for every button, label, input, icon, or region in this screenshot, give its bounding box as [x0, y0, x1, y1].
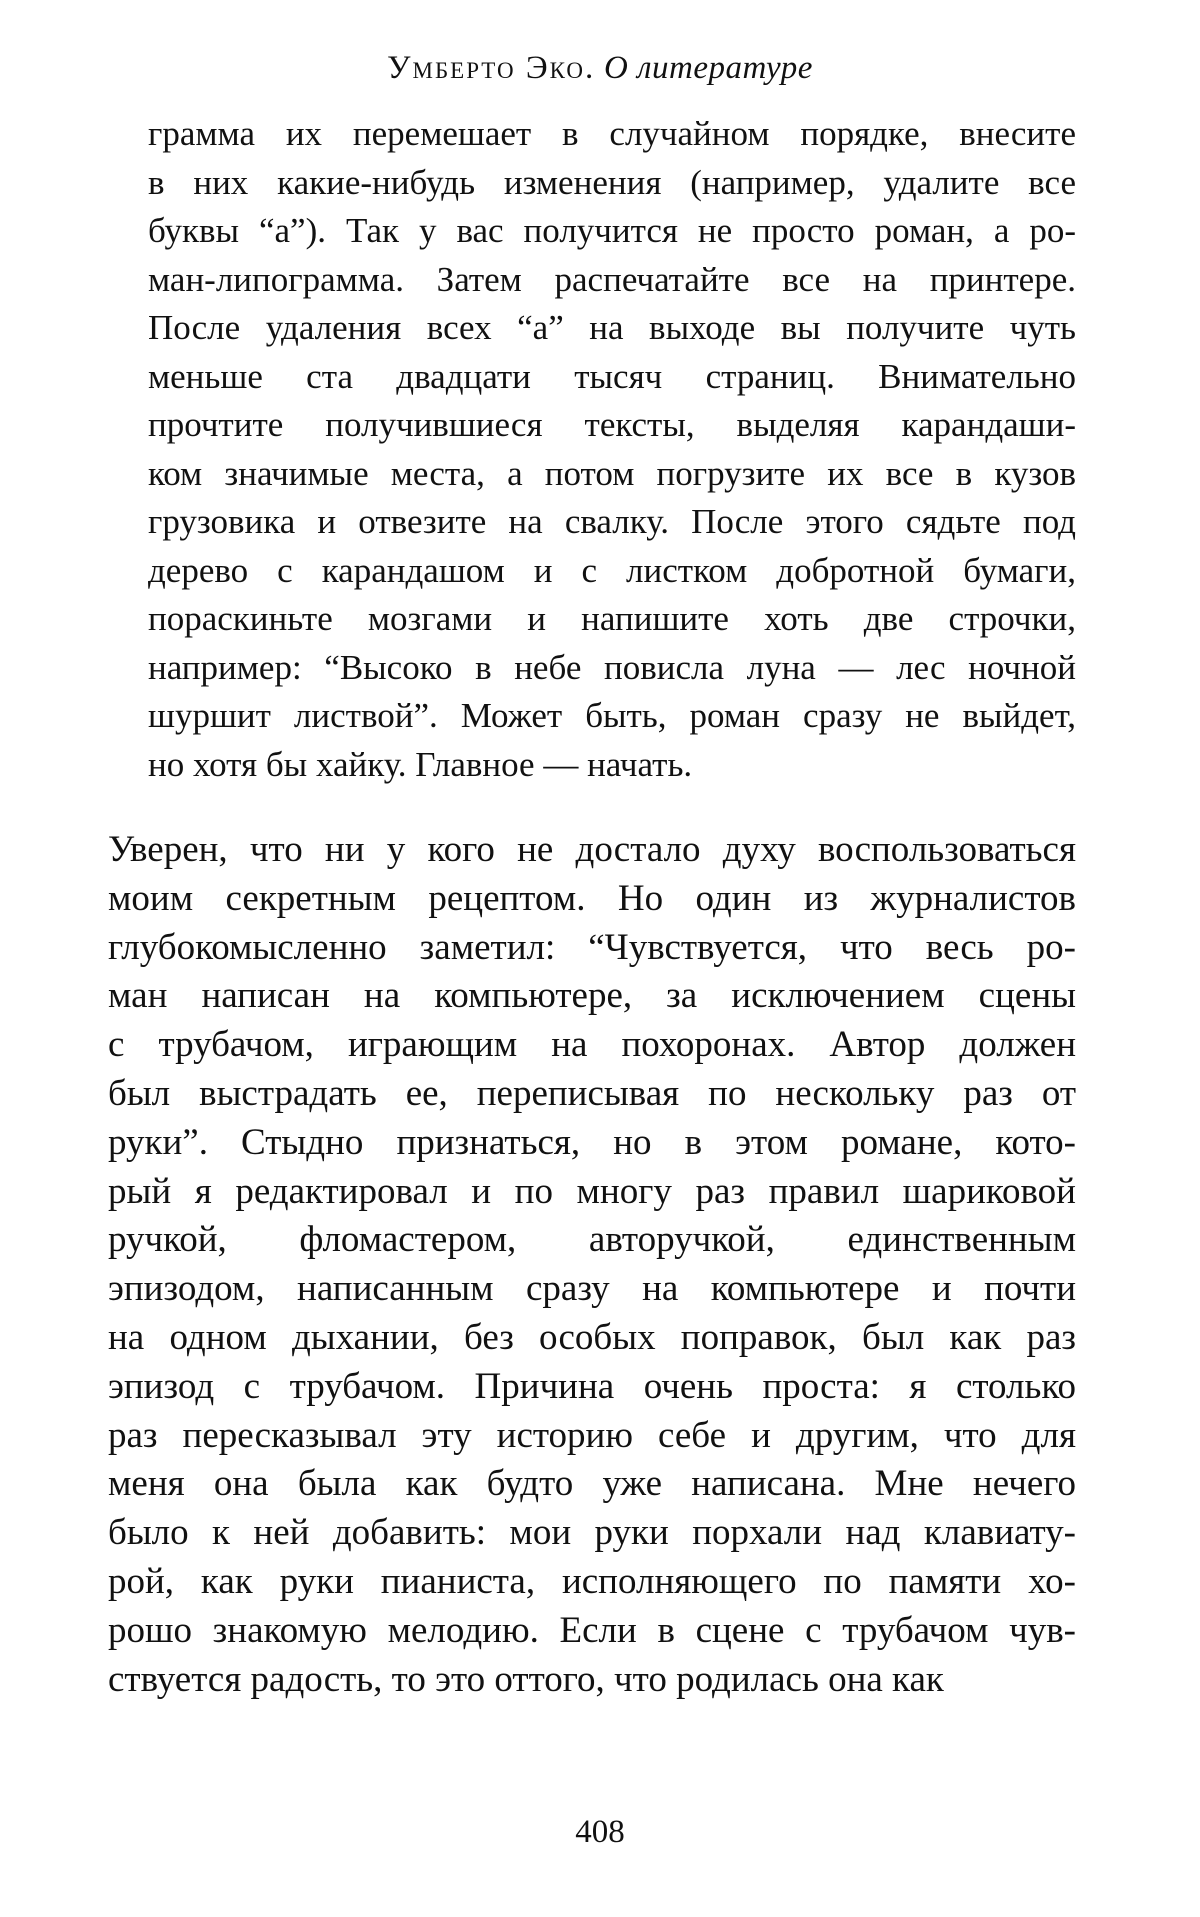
- quote-text-line: грузовика и отвезите на свалку. После этого сядьте под: [148, 502, 1076, 541]
- quote-text-line: ман-липограмма. Затем распечатайте все на принтере.: [148, 259, 1076, 299]
- running-head-title: О литературе: [604, 50, 813, 86]
- body-text-line: на одном дыхании, без особых поправок, был как раз: [108, 1316, 1076, 1358]
- indented-quote-block: [148, 110, 1076, 789]
- body-text-line: раз пересказывал эту историю себе и другим, что для: [108, 1414, 1076, 1456]
- running-head: [0, 48, 1200, 88]
- quote-text-line: меньше ста двадцати тысяч страниц. Внимательно: [148, 356, 1076, 396]
- page-number: 408: [575, 1814, 625, 1850]
- body-text-line: рый я редактировал и по многу раз правил шариковой: [108, 1170, 1076, 1212]
- body-paragraph: [108, 826, 1076, 1704]
- quote-text-line: После удаления всех “а” на выходе вы получите чуть: [148, 308, 1076, 347]
- body-text-line: ман написан на компьютере, за исключением сцены: [108, 975, 1076, 1017]
- body-text-line: с трубачом, играющим на похоронах. Автор должен: [108, 1024, 1076, 1066]
- quote-text-line: буквы “а”). Так у вас получится не просто роман, а ро-: [148, 211, 1076, 250]
- body-text-line: было к ней добавить: мои руки порхали над клавиату-: [108, 1512, 1076, 1554]
- body-text-line: эпизодом, написанным сразу на компьютере и почти: [108, 1268, 1076, 1310]
- quote-text-line: грамма их перемешает в случайном порядке, внесите: [148, 114, 1076, 153]
- quote-text-line: прочтите получившиеся тексты, выделяя карандаши-: [148, 405, 1076, 444]
- body-text-line: глубокомысленно заметил: “Чувствуется, что весь ро-: [108, 926, 1076, 968]
- quote-text-line: пораскиньте мозгами и напишите хоть две строчки,: [148, 599, 1076, 638]
- body-text-line: был выстрадать ее, переписывая по нескольку раз от: [108, 1072, 1076, 1114]
- body-text-line: эпизод с трубачом. Причина очень проста: я столько: [108, 1365, 1076, 1407]
- body-text-line: рошо знакомую мелодию. Если в сцене с трубачом чув-: [108, 1609, 1076, 1651]
- body-text-line: меня она была как будто уже написана. Мне нечего: [108, 1463, 1076, 1505]
- quote-text-line: например: “Высоко в небе повисла луна — лес ночной: [148, 647, 1076, 687]
- quote-text-line: дерево с карандашом и с листком добротной бумаги,: [148, 550, 1076, 590]
- body-text-line: руки”. Стыдно признаться, но в этом романе, кото-: [108, 1121, 1076, 1163]
- body-text-line: рой, как руки пианиста, исполняющего по памяти хо-: [108, 1560, 1076, 1602]
- quote-text-line: в них какие-нибудь изменения (например, удалите все: [148, 162, 1076, 202]
- body-text-line: ствуется радость, то это оттого, что родилась она как: [108, 1658, 944, 1700]
- running-head-author: Умберто Эко.: [387, 50, 596, 86]
- quote-text-line: но хотя бы хайку. Главное — начать.: [148, 744, 693, 784]
- body-text-line: моим секретным рецептом. Но один из журналистов: [108, 877, 1076, 919]
- body-text-line: ручкой, фломастером, авторучкой, единственным: [108, 1219, 1076, 1261]
- quote-text-line: шуршит листвой”. Может быть, роман сразу не выйдет,: [148, 696, 1076, 735]
- quote-text-line: ком значимые места, а потом погрузите их все в кузов: [148, 453, 1076, 493]
- body-text-line: Уверен, что ни у кого не достало духу воспользоваться: [108, 829, 1076, 870]
